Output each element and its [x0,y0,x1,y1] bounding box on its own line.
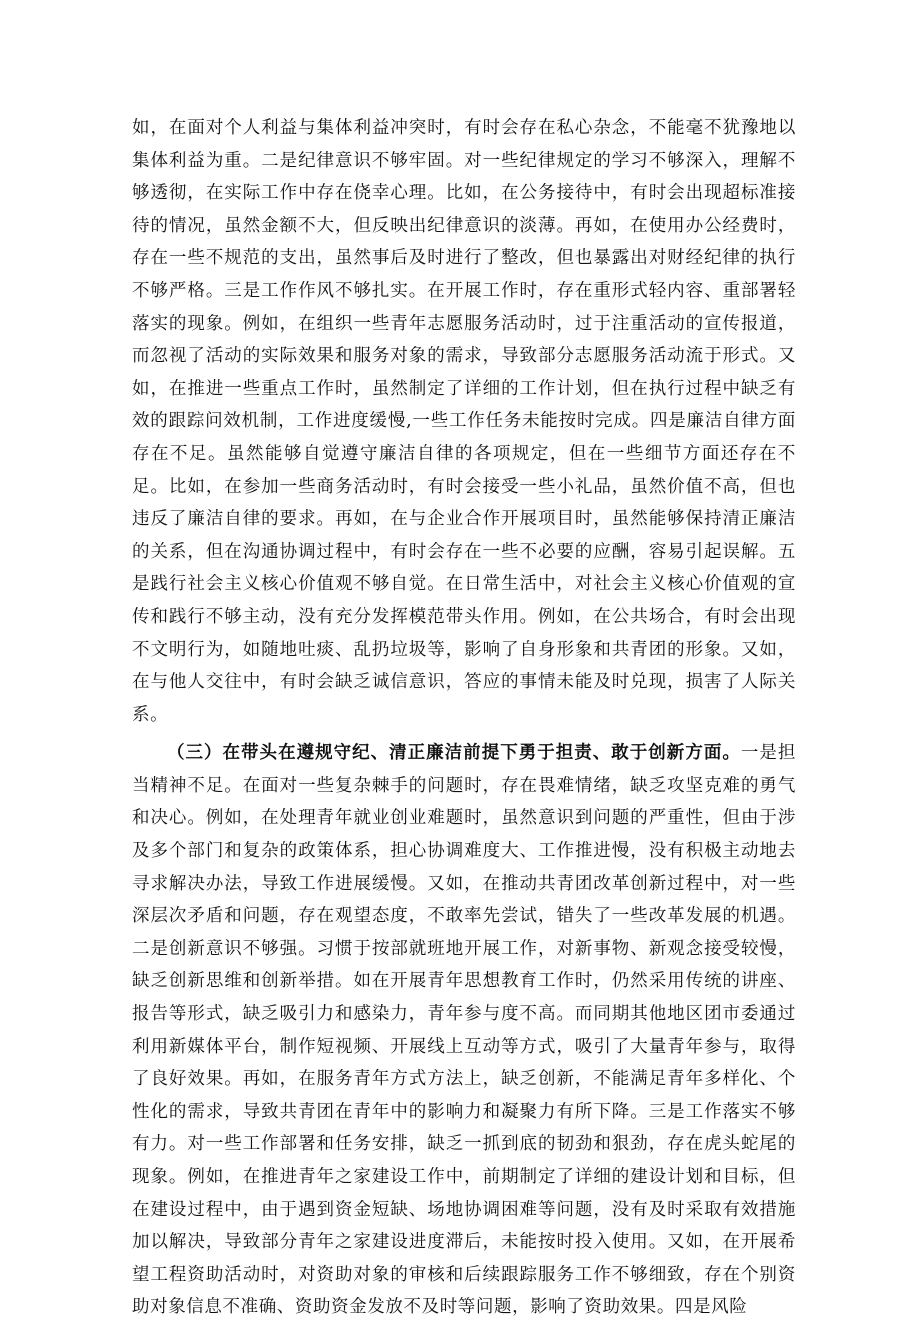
section-heading: （三）在带头在遵规守纪、清正廉洁前提下勇于担责、敢于创新方面。 [167,743,741,764]
document-body [132,112,796,1324]
paragraph-continuation: 如，在面对个人利益与集体利益冲突时，有时会存在私心杂念，不能毫不犹豫地以集体利益为重。二是纪律意识不够牢固。对一些纪律规定的学习不够深入，理解不够透彻，在实际工作中存在侥幸心理。比如，在公务接待中，有时会出现超标准接待的情况，虽然金额不大，但反映出纪律意识的淡薄。再如，在使用办公经费时，存在一些不规范的支出，虽然事后及时进行了整改，但也暴露出对财经纪律的执行不够严格。三是工作作风不够扎实。在开展工作时，存在重形式轻内容、重部署轻落实的现象。例如，在组织一些青年志愿服务活动时，过于注重活动的宣传报道，而忽视了活动的实际效果和服务对象的需求，导致部分志愿服务活动流于形式。又如，在推进一些重点工作时，虽然制定了详细的工作计划，但在执行过程中缺乏有效的跟踪问效机制，工作进度缓慢,一些工作任务未能按时完成。四是廉洁自律方面存在不足。虽然能够自觉遵守廉洁自律的各项规定，但在一些细节方面还存在不足。比如，在参加一些商务活动时，有时会接受一些小礼品，虽然价值不高，但也违反了廉洁自律的要求。再如，在与企业合作开展项目时，虽然能够保持清正廉洁的关系，但在沟通协调过程中，有时会存在一些不必要的应酬，容易引起误解。五是践行社会主义核心价值观不够自觉。在日常生活中，对社会主义核心价值观的宣传和践行不够主动，没有充分发挥模范带头作用。例如，在公共场合，有时会出现不文明行为，如随地吐痰、乱扔垃圾等，影响了自身形象和共青团的形象。又如，在与他人交往中，有时会缺乏诚信意识，答应的事情未能及时兑现，损害了人际关系。 [132,118,796,725]
paragraph-section-three [132,737,796,1324]
section-body: 一是担当精神不足。在面对一些复杂棘手的问题时，存在畏难情绪，缺乏攻坚克难的勇气和决心。例如，在处理青年就业创业难题时，虽然意识到问题的严重性，但由于涉及多个部门和复杂的政策体系，担心协调难度大、工作推进慢，没有积极主动地去寻求解决办法，导致工作进展缓慢。又如，在推动共青团改革创新过程中，对一些深层次矛盾和问题，存在观望态度，不敢率先尝试，错失了一些改革发展的机遇。二是创新意识不够强。习惯于按部就班地开展工作，对新事物、新观念接受较慢，缺乏创新思维和创新举措。如在开展青年思想教育工作时，仍然采用传统的讲座、报告等形式，缺乏吸引力和感染力，青年参与度不高。而同期其他地区团市委通过利用新媒体平台，制作短视频、开展线上互动等方式，吸引了大量青年参与，取得了良好效果。再如，在服务青年方式方法上，缺乏创新，不能满足青年多样化、个性化的需求，导致共青团在青年中的影响力和凝聚力有所下降。三是工作落实不够有力。对一些工作部署和任务安排，缺乏一抓到底的韧劲和狠劲，存在虎头蛇尾的现象。例如，在推进青年之家建设工作中，前期制定了详细的建设计划和目标，但在建设过程中，由于遇到资金短缺、场地协调困难等问题，没有及时采取有效措施加以解决，导致部分青年之家建设进度滞后，未能按时投入使用。又如，在开展希望工程资助活动时，对资助对象的审核和后续跟踪服务工作不够细致，存在个别资助对象信息不准确、资助资金发放不及时等问题，影响了资助效果。四是风险 [132,743,796,1318]
